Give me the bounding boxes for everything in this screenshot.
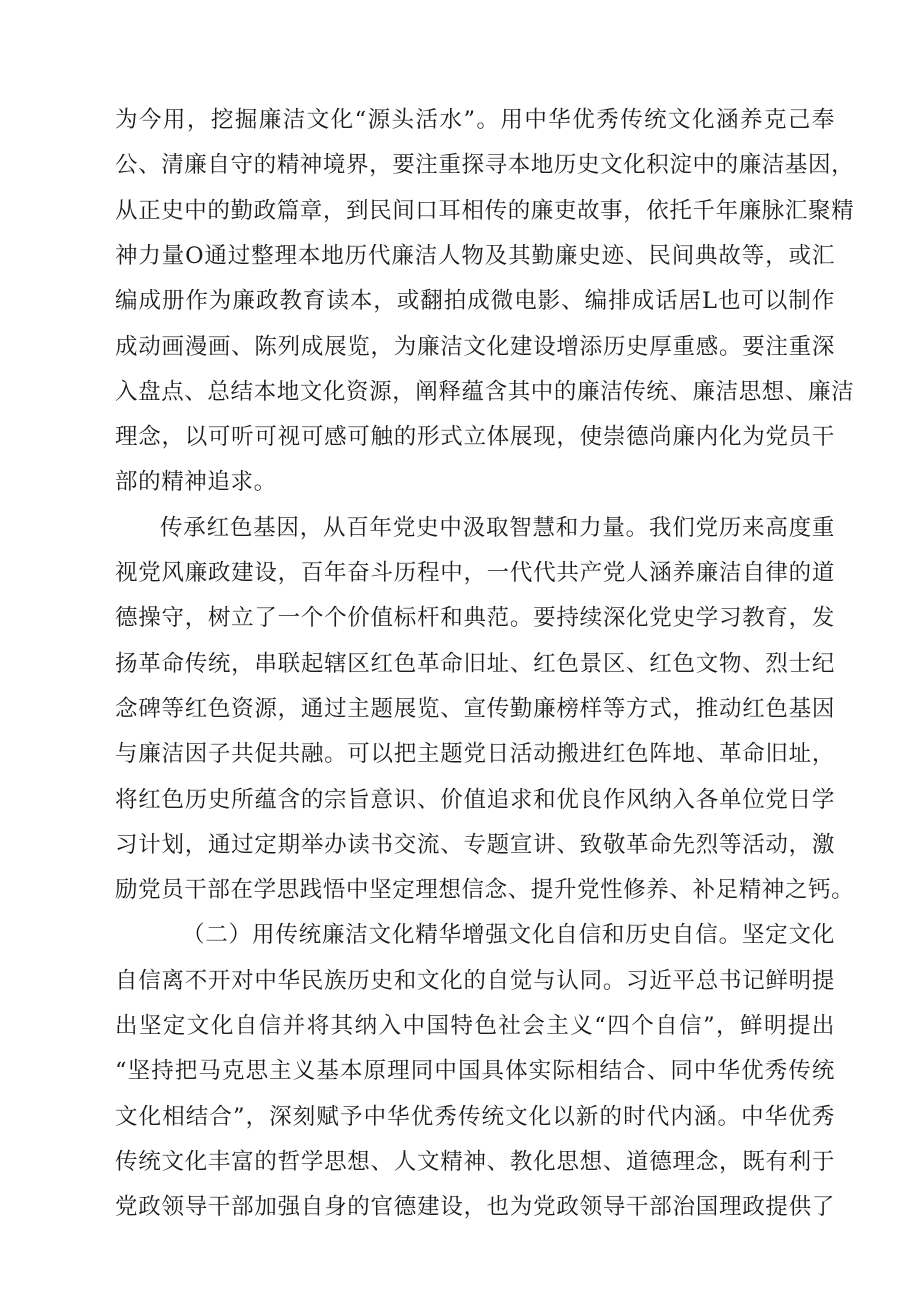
text-line: 神力量O通过整理本地历代廉洁人物及其勤廉史迹、民间典故等，或汇 [115, 242, 835, 269]
text-line: 励党员干部在学思践悟中坚定理想信念、提升党性修养、补足精神之钙。 [115, 877, 855, 904]
text-line: 从正史中的勤政篇章，到民间口耳相传的廉吏故事，依托千年廉脉汇聚精 [115, 197, 855, 224]
text-line: 将红色历史所蕴含的宗旨意识、价值追求和优良作风纳入各单位党日学 [115, 786, 835, 813]
text-line: （二）用传统廉洁文化精华增强文化自信和历史自信。坚定文化 [182, 922, 835, 949]
text-line: 念碑等红色资源，通过主题展览、宣传勤廉榜样等方式，推动红色基因 [115, 695, 835, 722]
text-line: 部的精神追求。 [115, 469, 277, 496]
text-line: 出坚定文化自信并将其纳入中国特色社会主义“四个自信”，鲜明提出 [115, 1013, 835, 1039]
text-line: 文化相结合”，深刻赋予中华优秀传统文化以新的时代内涵。中华优秀 [115, 1103, 835, 1130]
text-line: 编成册作为廉政教育读本，或翻拍成微电影、编排成话居L也可以制作 [115, 288, 835, 315]
text-line: 传承红色基因，从百年党史中汲取智慧和力量。我们党历来高度重 [160, 514, 835, 541]
text-line: 党政领导干部加强自身的官德建设，也为党政领导干部治国理政提供了 [115, 1194, 835, 1221]
text-line: 德操守，树立了一个个价值标杆和典范。要持续深化党史学习教育，发 [115, 605, 835, 632]
text-line: 自信离不开对中华民族历史和文化的自觉与认同。习近平总书记鲜明提 [115, 967, 835, 994]
text-line: 扬革命传统，串联起辖区红色革命旧址、红色景区、红色文物、烈士纪 [115, 650, 835, 677]
text-line: “坚持把马克思主义基本原理同中国具体实际相结合、同中华优秀传统 [115, 1058, 835, 1085]
text-line: 为今用，挖掘廉洁文化“源头活水”。用中华优秀传统文化涵养克己奉 [115, 107, 835, 133]
text-line: 入盘点、总结本地文化资源，阐释蕴含其中的廉洁传统、廉洁思想、廉洁 [115, 378, 855, 405]
text-line: 习计划，通过定期举办读书交流、专题宣讲、致敬革命先烈等活动，激 [115, 831, 835, 858]
text-line: 理念，以可听可视可感可触的形式立体展现，使崇德尚廉内化为党员干 [115, 424, 835, 451]
text-line: 传统文化丰富的哲学思想、人文精神、教化思想、道德理念，既有利于 [115, 1148, 835, 1175]
text-line: 成动画漫画、陈列成展览，为廉洁文化建设增添历史厚重感。要注重深 [115, 333, 835, 360]
text-line: 视党风廉政建设，百年奋斗历程中，一代代共产党人涵养廉洁自律的道 [115, 560, 835, 586]
text-line: 与廉洁因子共促共融。可以把主题党日活动搬进红色阵地、革命旧址， [115, 741, 835, 768]
text-line: 公、清廉自守的精神境界，要注重探寻本地历史文化积淀中的廉洁基因， [115, 152, 855, 179]
